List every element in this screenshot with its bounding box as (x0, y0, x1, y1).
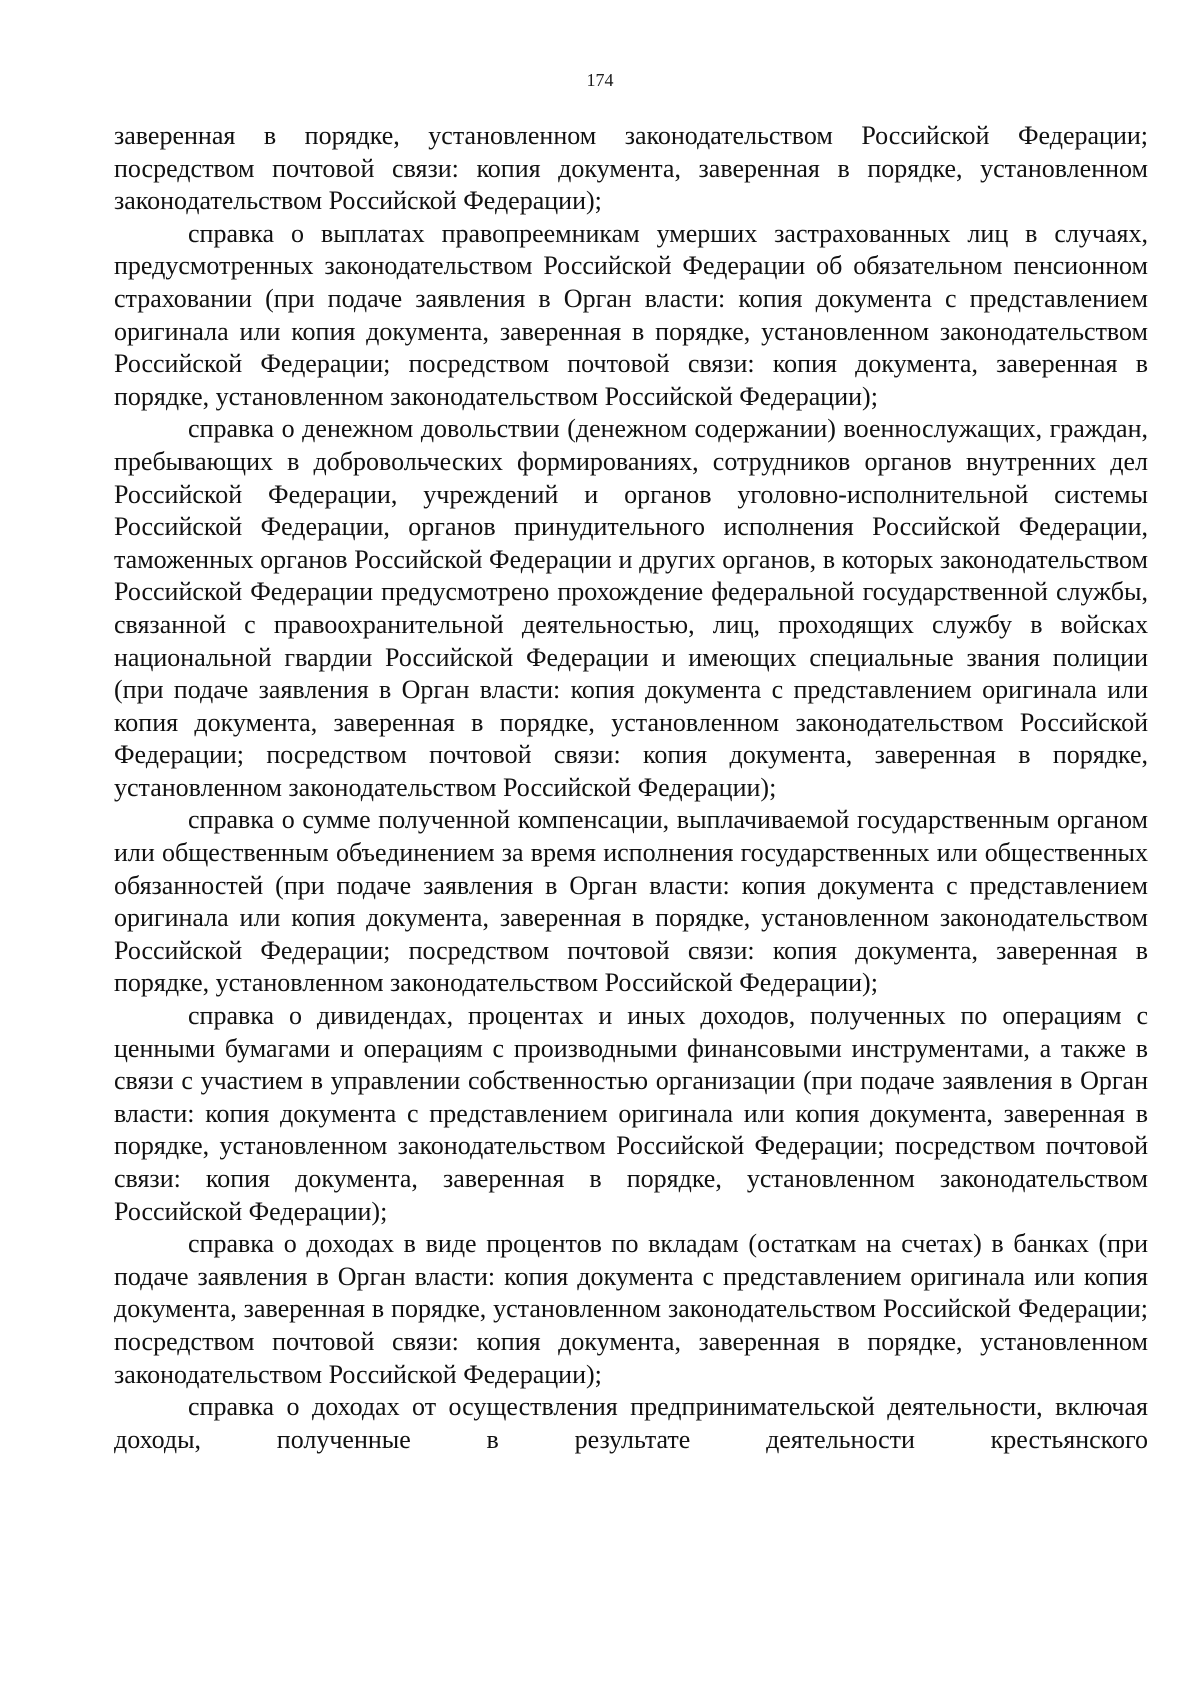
paragraph-monetary-allowance: справка о денежном довольствии (денежном содержании) военнослужащих, граждан, пребывающих в добровольческих формированиях, сотрудников органов внутренних дел Российской Федерации, учреждений и органов уголовно-исполнительной системы Российской Федерации, органов принудительного исполнения Российской Федерации, таможенных органов Российской Федерации и других органов, в которых законодательством Российской Федерации предусмотрено прохождение федеральной государственной службы, связанной с правоохранительной деятельностью, лиц, проходящих службу в войсках национальной гвардии Российской Федерации и имеющих специальные звания полиции (при подаче заявления в Орган власти: копия документа с представлением оригинала или копия документа, заверенная в порядке, установленном законодательством Российской Федерации; посредством почтовой связи: копия документа, заверенная в порядке, установленном законодательством Российской Федерации); (114, 414, 1148, 802)
page-number: 174 (586, 70, 614, 90)
paragraph-deposit-interest: справка о доходах в виде процентов по вкладам (остаткам на счетах) в банках (при подаче заявления в Орган власти: копия документа с представлением оригинала или копия документа, заверенная в порядке, установленном законодательством Российской Федерации; посредством почтовой связи: копия документа, заверенная в порядке, установленном законодательством Российской Федерации); (114, 1229, 1148, 1389)
paragraph-continuation: заверенная в порядке, установленном законодательством Российской Федерации; посредством почтовой связи: копия документа, заверенная в порядке, установленном законодательством Российской Федерации); (114, 121, 1148, 216)
document-body (114, 120, 1148, 1456)
paragraph-dividends-interest: справка о дивидендах, процентах и иных доходов, полученных по операциям с ценными бумагами и операциям с производными финансовыми инструментами, а также в связи с участием в управлении собственностью организации (при подаче заявления в Орган власти: копия документа с представлением оригинала или копия документа, заверенная в порядке, установленном законодательством Российской Федерации; посредством почтовой связи: копия документа, заверенная в порядке, установленном законодательством Российской Федерации); (114, 1001, 1148, 1226)
paragraph-business-income: справка о доходах от осуществления предпринимательской деятельности, включая доходы, полученные в результате деятельности крестьянского (114, 1392, 1148, 1454)
paragraph-compensation-amount: справка о сумме полученной компенсации, выплачиваемой государственным органом или общественным объединением за время исполнения государственных или общественных обязанностей (при подаче заявления в Орган власти: копия документа с представлением оригинала или копия документа, заверенная в порядке, установленном законодательством Российской Федерации; посредством почтовой связи: копия документа, заверенная в порядке, установленном законодательством Российской Федерации); (114, 805, 1148, 998)
paragraph-payments-to-successors: справка о выплатах правопреемникам умерших застрахованных лиц в случаях, предусмотренных законодательством Российской Федерации об обязательном пенсионном страховании (при подаче заявления в Орган власти: копия документа с представлением оригинала или копия документа, заверенная в порядке, установленном законодательством Российской Федерации; посредством почтовой связи: копия документа, заверенная в порядке, установленном законодательством Российской Федерации); (114, 218, 1148, 411)
